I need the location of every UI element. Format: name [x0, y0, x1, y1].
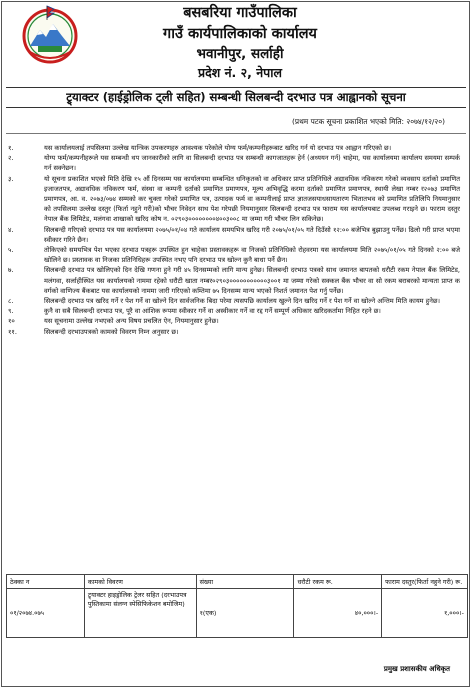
item-number: ७.: [8, 266, 14, 275]
item-text: यस कार्यालयलाई तपसिलमा उल्लेख यान्त्रिक उपकरणहरु आवश्यक परेकोले योग्य फर्म/कम्पनीहरूबाट खरिद गर्न यो दरभाउ पत्र आह्वान गरिएको छ।: [44, 144, 392, 152]
column-header-work-description: कामको विवरण: [84, 575, 196, 589]
municipality-name: बसबरिया गाउँपालिका: [183, 5, 297, 21]
cell-quantity: १(एक): [196, 589, 294, 638]
office-location: भवानीपुर, सर्लाही: [196, 46, 284, 62]
item-number: ५.: [8, 246, 14, 255]
cell-contract-no: ०१/२०७४.०७५: [7, 589, 85, 638]
list-item: [8, 327, 460, 337]
notice-items-list: [8, 143, 460, 337]
list-item: [8, 143, 460, 153]
column-header-deposit-amount: धरौटी रकम रू.: [294, 575, 382, 589]
province-line: प्रदेश नं. २, नेपाल: [198, 65, 282, 80]
list-item: [8, 225, 460, 245]
item-number: ९.: [8, 307, 14, 316]
item-text: कुनै वा सबै सिलबन्दी दरभाउ पत्र, पूरै वा आंशिक रूपमा स्वीकार गर्ने वा अस्वीकार गर्ने वा रद्द गर्ने सम्पूर्ण अधिकार खरिदकर्तामा निहित रहने छ।: [44, 307, 381, 316]
list-item: [8, 153, 460, 173]
item-number: ८.: [8, 297, 14, 306]
item-text: सिलबन्दी गरिएको दरभाउ पत्र यस कार्यालयमा २०७५/०१/०४ गते कार्यालय समयभित्र खरिद गरी २०७५/०१/०५ गते दिउँसो १२:०० बजेभित्र बुझाउनु पर्नेछ। ढिलो गरी प्राप्त भएमा स्वीकार गरिने छैन।: [44, 225, 460, 244]
item-number: १०: [8, 317, 15, 326]
list-item: [8, 296, 460, 306]
item-number: २.: [8, 154, 14, 163]
item-text: सिलबन्दी दरभाउ पत्र खोलिएको दिन देखि गणना हुने गरी ४५ दिनसम्मको लागि मान्य हुनेछ। सिलबन्दी दरभाउ पत्रको साथ जमानत बापतको धरौटी रकम नेपाल बैंक लिमिटेड, मलंगवा, सर्लाहीस्थित यस कार्यालयको नाममा रहेको धरौटी खाता नम्बर०२९०३०००००००००००३००१ मा जम्मा गरेको सक्कल बैंक भौचर वा सो रकम बराबरको मान्यता प्राप्त क वर्गको वाणिज्य बैंकबाट यस कार्यालयको नाममा जारी गरिएको कम्तिमा ७५ दिनसम्म मान्य भएको निशर्त जमानत पेश गर्नु पर्नेछ।: [44, 266, 460, 295]
signature-title: प्रमुख प्रशासकीय अधिकृत: [383, 665, 450, 673]
item-text: योग्य फर्म/कम्पनीहरूले यस सम्बन्धी थप जानकारीको लागि वा सिलबन्दी दरभाउ पत्र सम्बन्धी कागजातहरू हेर्न (अध्ययन गर्न) चाहेमा, यस कार्यालयमा कार्यालय समयमा सम्पर्क गर्न सक्नेछन।: [44, 154, 460, 173]
notice-title: ट्र्याक्टर (हाईड्रोलिक ट्ली सहित) सम्बन्धी सिलबन्दी दरभाउ पत्र आह्वानको सूचना: [6, 87, 466, 108]
item-text: तोकिएको समयभित्र पेश भएका दरभाउ पत्रहरू उपस्थित हुन चाहेका प्रस्तावकहरू वा निजको प्रतिनिधिको रोहवरमा यस कार्यालयमा मिति २०७५/०१/०५ गते दिनको २:०० बजे खोलिने छ। प्रस्तावक वा निजका प्रतिनिधिहरू उपस्थित नभए पनि दरभाउ पत्र खोल्न कुनै बाधा पर्ने छैन।: [44, 246, 460, 265]
item-text: सिलबन्दी दरभाउपत्रको कामको विवरण निम्न अनुसार छ।: [44, 327, 179, 336]
cell-deposit-amount: ४०,०००।-: [294, 589, 382, 638]
list-item: [8, 316, 460, 326]
table-row: [7, 589, 468, 638]
item-number: १.: [8, 144, 14, 152]
publication-date-note: (प्रथम पटक सूचना प्रकाशित भएको मिति: २०७४/१२/२०): [291, 117, 445, 126]
divider: [6, 133, 466, 134]
item-number: ३.: [8, 174, 14, 183]
list-item: [8, 265, 460, 296]
list-item: [8, 245, 460, 265]
column-header-contract-no: ठेक्का न: [7, 575, 85, 589]
work-details-table: [6, 574, 468, 638]
government-emblem-logo: [20, 4, 80, 66]
item-number: ४.: [8, 225, 14, 234]
cell-work-description: ट्र्याक्टर हाइड्रोलिक ट्रेलर सहित (दरभाउपत्र पुस्तिकामा संलग्न स्पेसिफिकेशन बमोजिम): [84, 589, 196, 638]
list-item: [8, 174, 460, 225]
cell-form-fee: १,०००।-: [382, 589, 468, 638]
item-text: यो सूचना प्रकाशित भएको मिति देखि १५ औं दिनसम्म यस कार्यालयमा सम्बन्धित धनिकृतको वा अधिकार प्राप्त प्रतिनिधिले अद्यावधिक नविकरण गरेको व्यवसाय दर्ताको प्रमाणित इजाजतपत्र, अद्यावधिक नविकरण फर्म, संस्था वा कम्पनी दर्ताको प्रमाणित प्रमाणपत्र, मूल्य अभिवृद्धि करमा दर्ताको प्रमाणित प्रमाणपत्र, स्थायी लेखा नम्बर र२०७३ प्रमाणित प्रमाणपत्र, आ. व. २०७३/०७४ सम्मको कर चुक्ता गरेको प्रमाणित पत्र, उत्पादक फर्म वा कम्पनीलाई प्राप्त ज्ञातजसयाधसायतारण भितातभव को प्रमाणित प्रतिलिपि नियमानुसार को तपसिलमा उल्लेख दस्तुर (फिर्ता नहुने गरी)को भौचर निवेदन साथ पेश गरेपछी नियमानुसार सिलबन्दी दरभाउ पत्र फाराम यस कार्यालयबाट उपलब्ध गराइने छ। फाराम दस्तुर नेपाल बैंक लिमिटेड, मलंगवा शाखाको खरिद कोष न. ०२९०३००००००००४००३००८ मा जम्मा गरी भौचर लिन सकिनेछ।: [44, 174, 460, 224]
office-name: गाउँ कार्यपालिकाको कार्यालय: [163, 26, 317, 42]
item-number: ११.: [8, 327, 17, 336]
table-header-row: [7, 575, 468, 589]
item-text: यस सूचनामा उल्लेख नभएको अन्य विषय प्रचलित ऐन, नियमानुसार हुनेछ।: [44, 317, 219, 326]
item-text: सिलबन्दी दरभाउ पत्र खरिद गर्ने र पेश गर्ने वा खोल्ने दिन सार्वजनिक बिदा परेमा त्यसपछि कार्यालय खुल्ने दिन खरिद गर्ने र पेश गर्ने वा खोल्ने अन्तिम मिति कायम हुनेछ।: [44, 297, 440, 306]
list-item: [8, 306, 460, 316]
column-header-quantity: संख्या: [196, 575, 294, 589]
column-header-form-fee: फाराम दस्तुर(फिर्ता नहुने गरी) रू.: [382, 575, 468, 589]
